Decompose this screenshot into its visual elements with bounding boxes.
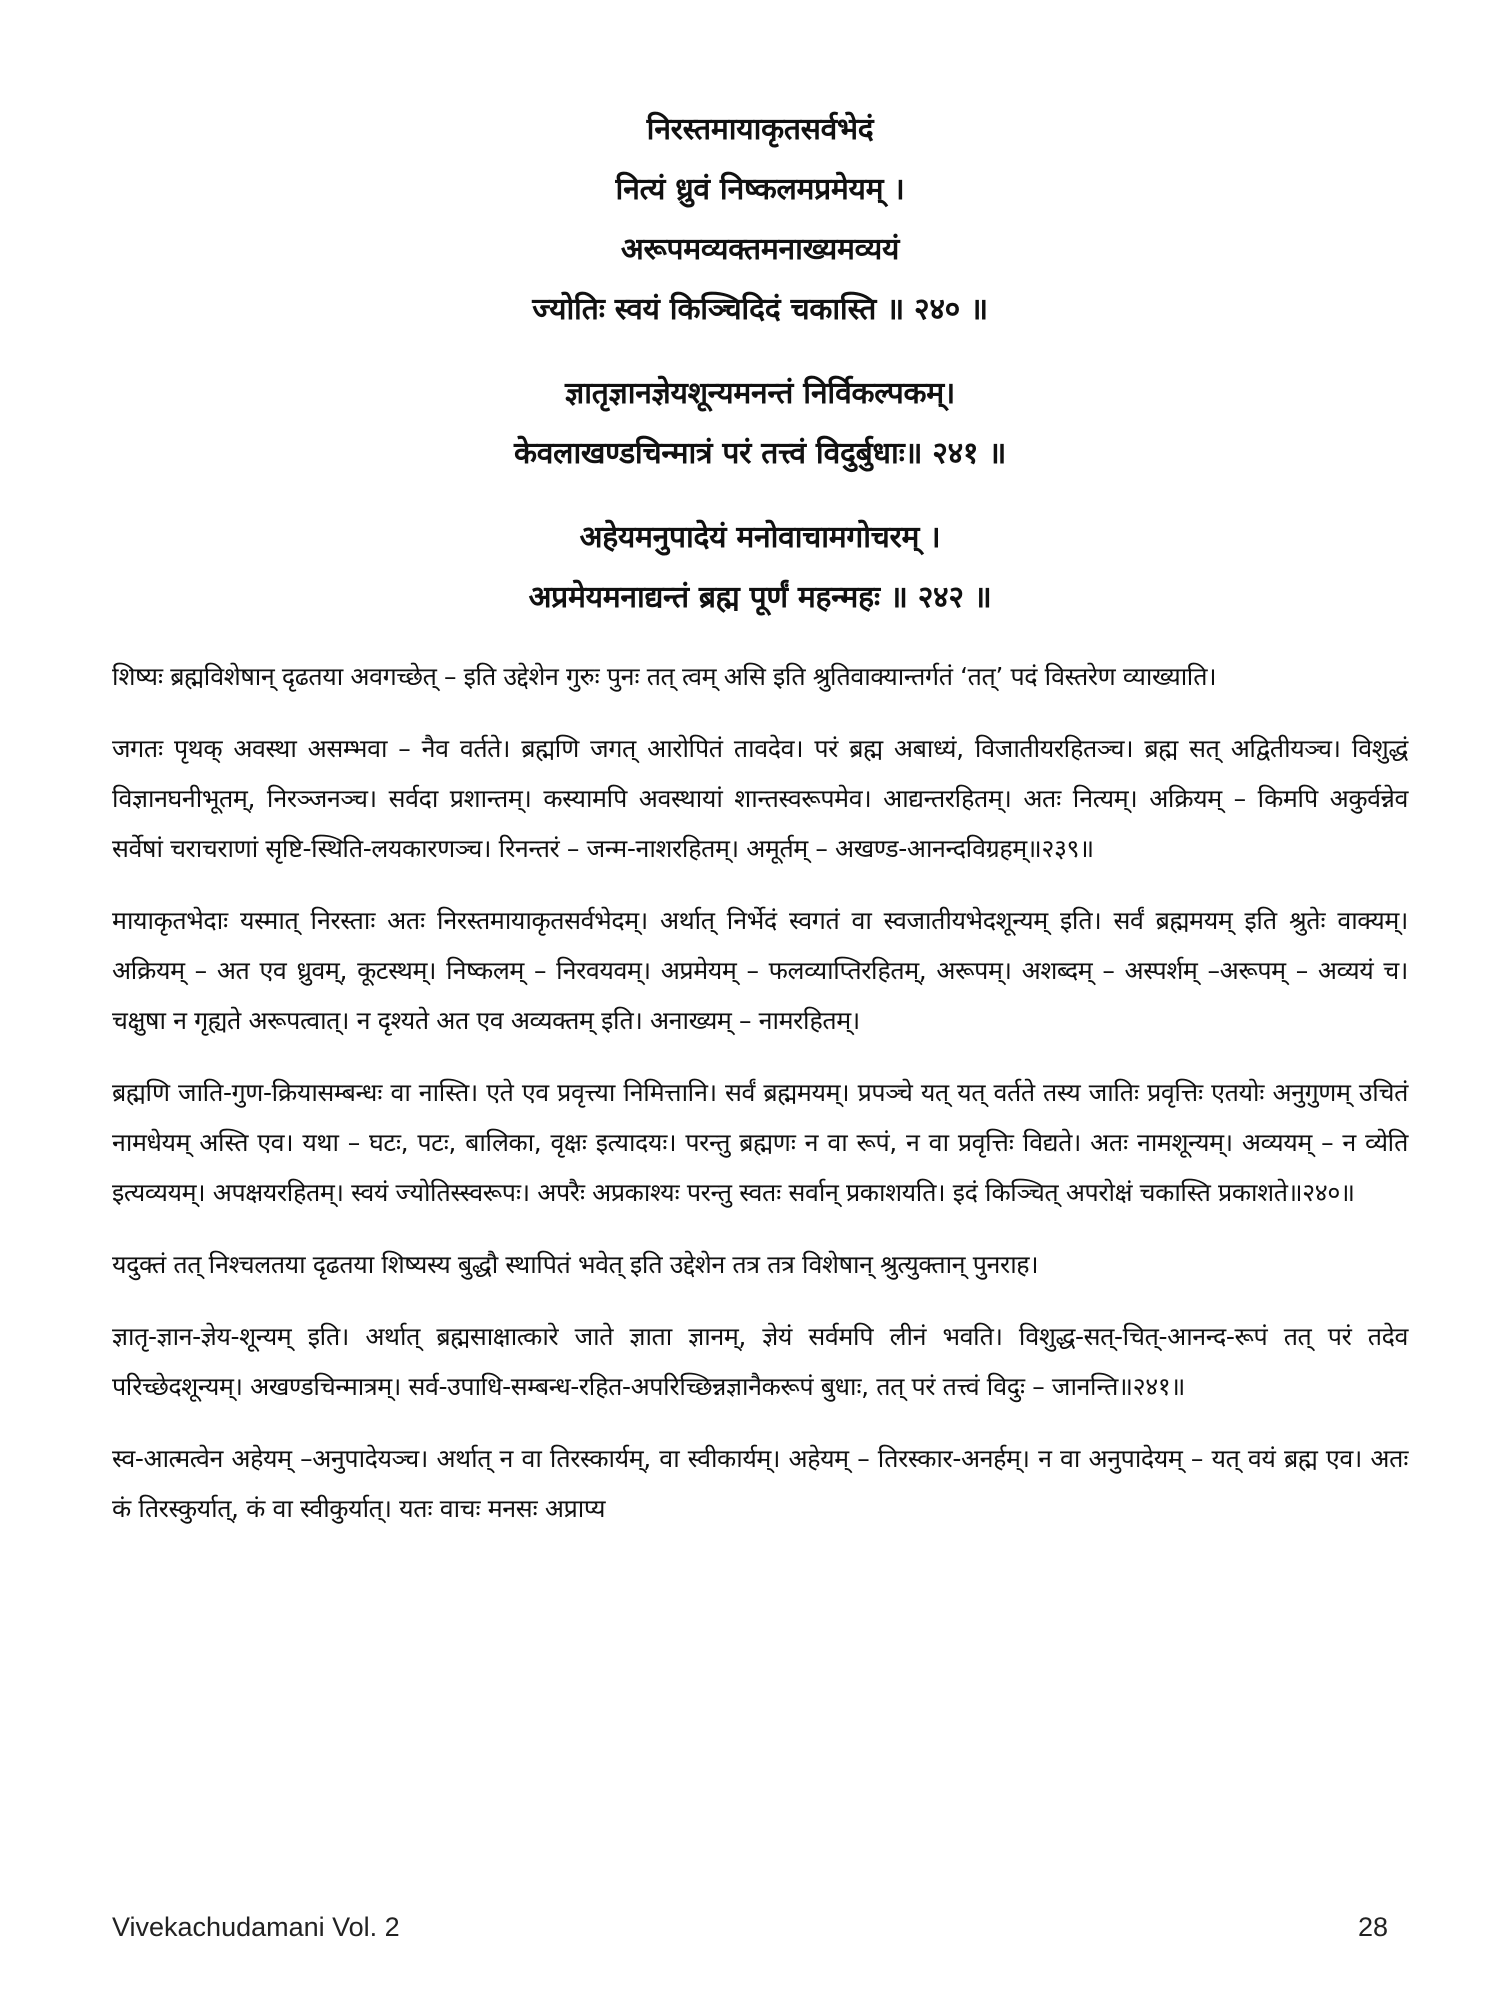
commentary-paragraph: ज्ञातृ-ज्ञान-ज्ञेय-शून्यम् इति। अर्थात् ब्रह्मसाक्षात्कारे जाते ज्ञाता ज्ञानम्, ज्ञेयं सर्वमपि लीनं भवति। विशुद्ध-सत्-चित्-आनन्द-रूपं तत् परं तदेव परिच्छेदशून्यम्। अखण्डचिन्मात्रम्। सर्व-उपाधि-सम्बन्ध-रहित-अपरिच्छिन्नज्ञानैकरूपं बुधाः, तत् परं तत्त्वं विदुः – जानन्ति॥२४१॥ (112, 1322, 1408, 1401)
verse-block (112, 100, 1408, 628)
verse-line: नित्यं ध्रुवं निष्कलमप्रमेयम् । (615, 172, 905, 207)
verse-line: अरूपमव्यक्तमनाख्यमव्ययं (620, 232, 900, 267)
commentary-paragraph: यदुक्तं तत् निश्चलतया दृढतया शिष्यस्य बुद्धौ स्थापितं भवेत् इति उद्देशेन तत्र तत्र विशेषान् श्रुत्युक्तान् पुनराह। (112, 1250, 1039, 1279)
verse-line: ज्योतिः स्वयं किञ्चिदिदं चकास्ति ॥ २४० ॥ (532, 292, 988, 327)
commentary-block (112, 652, 1408, 1534)
verse-line: अप्रमेयमनाद्यन्तं ब्रह्म पूर्णं महन्महः ॥ २४२ ॥ (528, 580, 992, 615)
verse-line: केवलाखण्डचिन्मात्रं परं तत्त्वं विदुर्बुधाः॥ २४१ ॥ (513, 436, 1007, 471)
verse-242 (112, 508, 1408, 628)
page-footer (112, 1912, 1388, 1943)
verse-240 (112, 100, 1408, 340)
verse-line: अहेयमनुपादेयं मनोवाचामगोचरम् । (579, 520, 941, 555)
commentary-paragraph: स्व-आत्मत्वेन अहेयम् –अनुपादेयञ्च। अर्थात् न वा तिरस्कार्यम्, वा स्वीकार्यम्। अहेयम् – तिरस्कार-अनर्हम्। न वा अनुपादेयम् – यत् वयं ब्रह्म एव। अतः कं तिरस्कुर्यात्, कं वा स्वीकुर्यात्। यतः वाचः मनसः अप्राप्य (112, 1444, 1408, 1523)
commentary-paragraph: मायाकृतभेदाः यस्मात् निरस्ताः अतः निरस्तमायाकृतसर्वभेदम्। अर्थात् निर्भेदं स्वगतं वा स्वजातीयभेदशून्यम् इति। सर्वं ब्रह्ममयम् इति श्रुतेः वाक्यम्। अक्रियम् – अत एव ध्रुवम्, कूटस्थम्। निष्कलम् – निरवयवम्। अप्रमेयम् – फलव्याप्तिरहितम्, अरूपम्। अशब्दम् – अस्पर्शम् –अरूपम् – अव्ययं च। चक्षुषा न गृह्यते अरूपत्वात्। न दृश्यते अत एव अव्यक्तम् इति। अनाख्यम् – नामरहितम्। (112, 906, 1409, 1035)
commentary-paragraph: ब्रह्मणि जाति-गुण-क्रियासम्बन्धः वा नास्ति। एते एव प्रवृत्त्या निमित्तानि। सर्वं ब्रह्ममयम्। प्रपञ्चे यत् यत् वर्तते तस्य जातिः प्रवृत्तिः एतयोः अनुगुणम् उचितं नामधेयम् अस्ति एव। यथा – घटः, पटः, बालिका, वृक्षः इत्यादयः। परन्तु ब्रह्मणः न वा रूपं, न वा प्रवृत्तिः विद्यते। अतः नामशून्यम्। अव्ययम् – न व्येति इत्यव्ययम्। अपक्षयरहितम्। स्वयं ज्योतिस्स्वरूपः। अपरैः अप्रकाश्यः परन्तु स्वतः सर्वान् प्रकाशयति। इदं किञ्चित् अपरोक्षं चकास्ति प्रकाशते॥२४०॥ (112, 1078, 1408, 1207)
book-title: Vivekachudamani Vol. 2 (112, 1912, 400, 1942)
verse-241 (112, 364, 1408, 484)
commentary-paragraph: जगतः पृथक् अवस्था असम्भवा – नैव वर्तते। ब्रह्मणि जगत् आरोपितं तावदेव। परं ब्रह्म अबाध्यं, विजातीयरहितञ्च। ब्रह्म सत् अद्वितीयञ्च। विशुद्धं विज्ञानघनीभूतम्, निरञ्जनञ्च। सर्वदा प्रशान्तम्। कस्यामपि अवस्थायां शान्तस्वरूपमेव। आद्यन्तरहितम्। अतः नित्यम्। अक्रियम् – किमपि अकुर्वन्नेव सर्वेषां चराचराणां सृष्टि-स्थिति-लयकारणञ्च। रिनन्तरं – जन्म-नाशरहितम्। अमूर्तम् – अखण्ड-आनन्दविग्रहम्॥२३९॥ (112, 734, 1408, 863)
commentary-paragraph: शिष्यः ब्रह्मविशेषान् दृढतया अवगच्छेत् – इति उद्देशेन गुरुः पुनः तत् त्वम् असि इति श्रुतिवाक्यान्तर्गतं ‘तत्’ पदं विस्तरेण व्याख्याति। (112, 662, 1217, 691)
verse-line: निरस्तमायाकृतसर्वभेदं (646, 112, 874, 147)
page-number: 28 (1357, 1912, 1388, 1942)
document-page (112, 100, 1408, 1960)
verse-line: ज्ञातृज्ञानज्ञेयशून्यमनन्तं निर्विकल्पकम्। (565, 376, 955, 411)
